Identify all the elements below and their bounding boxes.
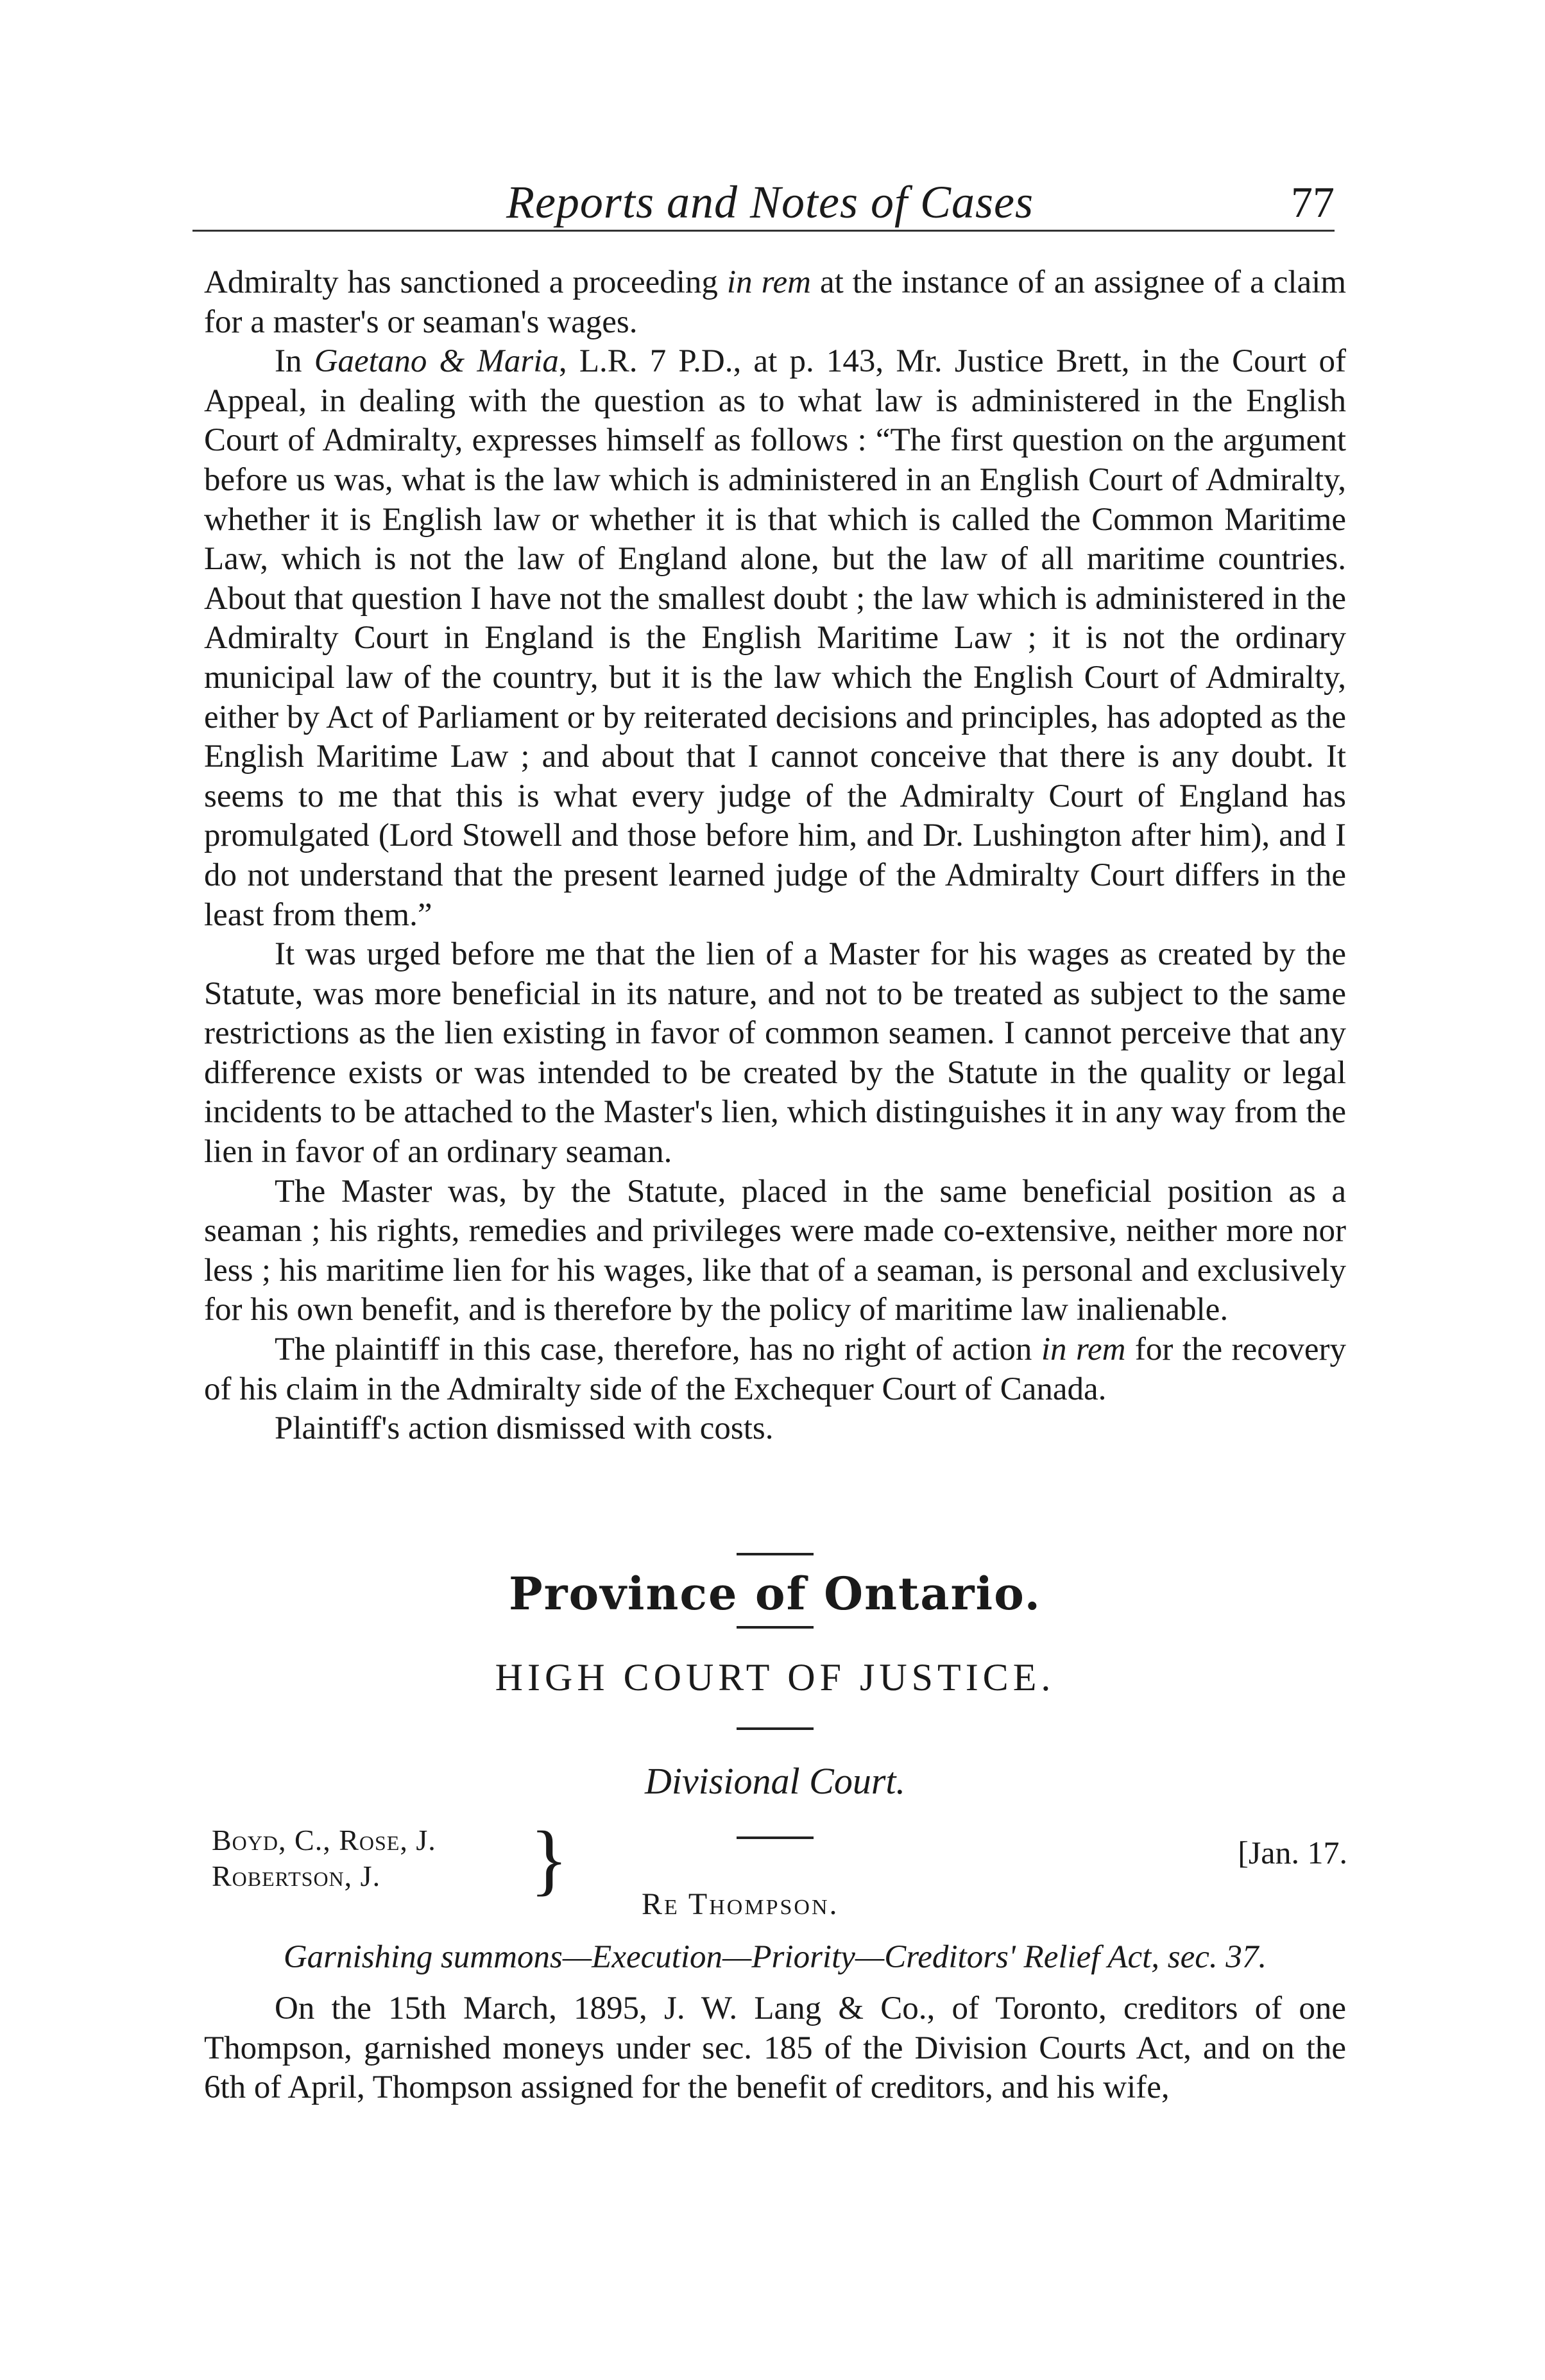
- in-rem-italic: in rem: [1041, 1331, 1126, 1368]
- running-header: [205, 173, 1335, 231]
- judges: [212, 1822, 436, 1894]
- section-heading: [204, 1553, 1346, 1839]
- paragraph-assignee: [204, 263, 1346, 342]
- paragraph-conclusion-lead: The plaintiff in this case, therefore, has no right of action: [275, 1331, 1032, 1368]
- paragraph-master-lien: It was urged before me that the lien of a Master for his wages as created by the Statute, was more beneficial in its nature, and not to be treated as subject to the same restrictions as the lien existing in favor of common seamen. I cannot perceive that any difference exists or was intended to be created by the Statute in the quality or legal incidents to be attached to the Master's lien, which distinguishes it in any way from the lien in favor of an ordinary seaman.: [204, 936, 1346, 1170]
- paragraph-assignee-lead: Admiralty has sanctioned a proceeding: [204, 264, 727, 300]
- divider: [737, 1626, 814, 1629]
- court-title: HIGH COURT OF JUSTICE.: [495, 1656, 1055, 1699]
- case-citation-italic: Gaetano & Maria: [314, 343, 559, 380]
- province-title: Province of Ontario.: [509, 1567, 1041, 1620]
- in-rem-italic: in rem: [726, 264, 811, 300]
- paragraph-gaetano: [204, 342, 1346, 935]
- body-text: [204, 263, 1346, 1449]
- case-name: Re Thompson.: [642, 1887, 839, 1921]
- paragraph-master-position: The Master was, by the Statute, placed in the same beneficial position as a seaman ; his rights, remedies and privileges were made co-extensive, neither more nor less ; his maritime lien for his wages, like that of a seaman, is personal and exclusively for his own benefit, and is therefore by the policy of maritime law inalienable.: [204, 1173, 1346, 1328]
- header-rule: [192, 230, 1335, 232]
- judges-line-1: Boyd, C., Rose, J.: [212, 1824, 436, 1856]
- division-title: Divisional Court.: [644, 1760, 906, 1802]
- paragraph-gaetano-lead: In: [275, 343, 302, 380]
- paragraph-gaetano-text: , L.R. 7 P.D., at p. 143, Mr. Justice Brett, in the Court of Appeal, in dealing with the question as to what law is administered in the English Court of Admiralty, expresses himself as follows : “The first question on the argument before us was, what is the law which is administered in an English Court of Admiralty, whether it is English law or whether it is that which is called the Common Maritime Law, which is not the law of England alone, but the law of all maritime countries. About that question I have not the smallest doubt ; the law which is administered in the Admiralty Court in England is the English Maritime Law ; it is not the ordinary municipal law of the country, but it is the law which the English Court of Admiralty, either by Act of Parliament or by reiterated decisions and principles, has adopted as the English Maritime Law ; and about that I cannot conceive that there is any doubt. It seems to me that this is what every judge of the Admiralty Court of England has promulgated (Lord Stowell and those before him, and Dr. Lushington after him), and I do not understand that the present learned judge of the Admiralty Court differs in the least from them.”: [204, 343, 1346, 933]
- paragraph-case-facts: On the 15th March, 1895, J. W. Lang & Co., of Toronto, creditors of one Thompson, garnished moneys under sec. 185 of the Division Courts Act, and on the 6th of April, Thompson assigned for the benefit of creditors, and his wife,: [204, 1990, 1346, 2106]
- divider: [737, 1553, 814, 1555]
- case-caption: [212, 1815, 1347, 1938]
- case-date: [Jan. 17.: [1238, 1835, 1347, 1871]
- paragraph-conclusion: [204, 1330, 1346, 1409]
- headnote: Garnishing summons—Execution—Priority—Creditors' Relief Act, sec. 37.: [283, 1939, 1267, 1975]
- judges-line-2: Robertson, J.: [212, 1860, 381, 1892]
- page-number: 77: [1291, 178, 1335, 227]
- running-title: Reports and Notes of Cases: [506, 176, 1034, 228]
- divider: [737, 1727, 814, 1730]
- paragraph-dismissal: Plaintiff's action dismissed with costs.: [275, 1410, 774, 1447]
- brace-glyph: }: [530, 1815, 568, 1903]
- paragraph-conclusion-tail: for the recovery of his claim in the Admiralty side of the Exchequer Court of Canada.: [204, 1331, 1347, 1407]
- paragraph-assignee-tail: at the instance of an assignee of a claim for a master's or seaman's wages.: [204, 264, 1346, 340]
- case-text: [204, 1989, 1346, 2108]
